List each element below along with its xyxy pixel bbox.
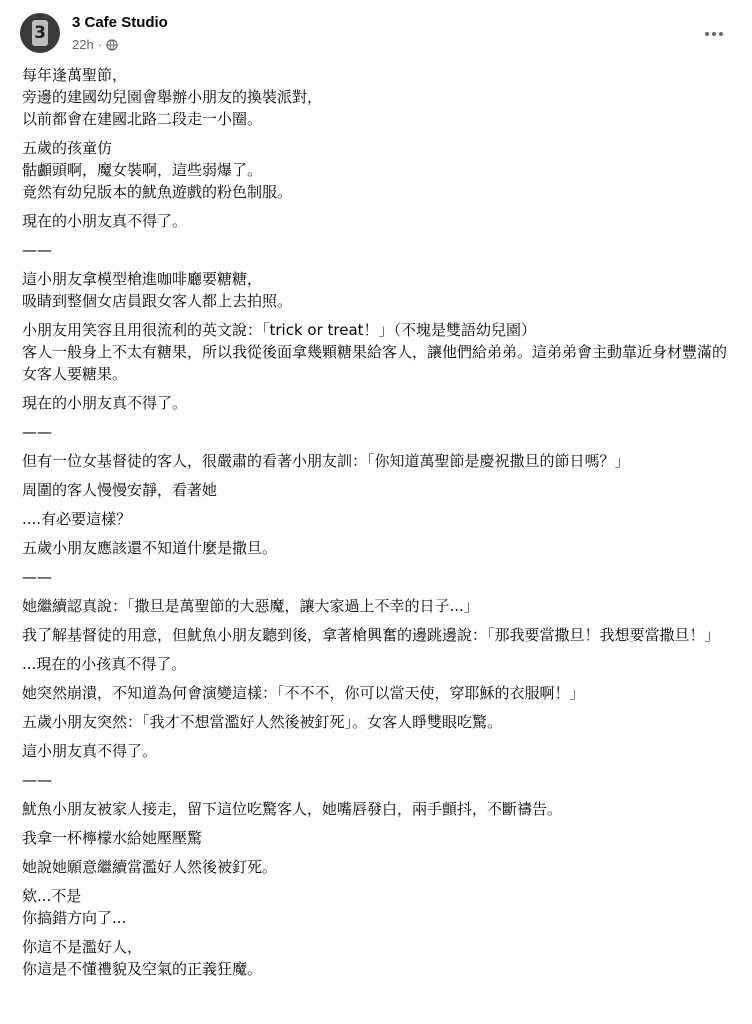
post-paragraph: ....有必要這樣？ (22, 510, 132, 528)
post-paragraph: 每年逢萬聖節， 旁邊的建國幼兒園會舉辦小朋友的換裝派對， 以前都會在建國北路二段走一小圈。 (22, 66, 323, 128)
post-paragraph: 但有一位女基督徒的客人，很嚴肅的看著小朋友訓：「你知道萬聖節是慶祝撒旦的節日嗎？」 (22, 452, 630, 470)
post-paragraph: 我拿一杯檸檬水給她壓壓驚 (22, 829, 203, 847)
post-meta (72, 37, 118, 52)
post-paragraph: —— (22, 568, 52, 586)
post-paragraph: 她突然崩潰，不知道為何會演變這樣：「不不不，你可以當天使，穿耶穌的衣服啊！」 (22, 684, 585, 702)
post-paragraph: 這小朋友拿模型槍進咖啡廳要糖糖， 吸睛到整個女店員跟女客人都上去拍照。 (22, 270, 293, 310)
more-options-icon (705, 32, 723, 36)
globe-icon[interactable] (106, 39, 118, 51)
post-paragraph: 五歲的孩童仿 骷顱頭啊，魔女裝啊，這些弱爆了。 竟然有幼兒版本的魷魚遊戲的粉色制服。 (22, 139, 293, 201)
avatar-logo: 3 (32, 20, 48, 46)
post-paragraph: 五歲小朋友應該還不知道什麼是撒旦。 (22, 539, 278, 557)
post-paragraph: 魷魚小朋友被家人接走，留下這位吃驚客人，她嘴唇發白，兩手顫抖，不斷禱告。 (22, 800, 563, 818)
page-name-link[interactable]: 3 Cafe Studio (72, 14, 168, 31)
post-timestamp[interactable]: 22h (72, 37, 94, 52)
post-paragraph: 現在的小朋友真不得了。 (22, 212, 188, 230)
post-paragraph: —— (22, 771, 52, 789)
post-paragraph: 她說她願意繼續當濫好人然後被釘死。 (22, 858, 278, 876)
more-options-button[interactable] (696, 18, 732, 50)
post-paragraph: 周圍的客人慢慢安靜，看著她 (22, 481, 218, 499)
post-paragraph: 五歲小朋友突然：「我才不想當濫好人然後被釘死」。女客人睜雙眼吃驚。 (22, 713, 503, 731)
meta-separator: · (97, 37, 103, 52)
page-avatar[interactable] (20, 13, 60, 53)
post-paragraph: —— (22, 241, 52, 259)
post-paragraph: 這小朋友真不得了。 (22, 742, 158, 760)
post-header (0, 0, 752, 60)
post-paragraph: 小朋友用笑容且用很流利的英文說：「trick or treat！」（不塊是雙語幼兒園） 客人一般身上不太有糖果，所以我從後面拿幾顆糖果給客人，讓他們給弟弟。這弟弟會主動靠近身材豐滿的女客人要糖果。 (22, 321, 728, 383)
post-paragraph: 你這不是濫好人， 你這是不懂禮貌及空氣的正義狂魔。 (22, 938, 263, 978)
post-paragraph: 欸...不是 你搞錯方向了... (22, 887, 127, 927)
post-body (22, 64, 738, 987)
post-paragraph: 現在的小朋友真不得了。 (22, 394, 188, 412)
post-paragraph: 我了解基督徒的用意，但魷魚小朋友聽到後，拿著槍興奮的邊跳邊說：「那我要當撒旦！我想要當撒旦！」 (22, 626, 720, 644)
post-paragraph: 她繼續認真說：「撒旦是萬聖節的大惡魔，讓大家過上不幸的日子...」 (22, 597, 479, 615)
post-paragraph: ...現在的小孩真不得了。 (22, 655, 187, 673)
post-paragraph: —— (22, 423, 52, 441)
